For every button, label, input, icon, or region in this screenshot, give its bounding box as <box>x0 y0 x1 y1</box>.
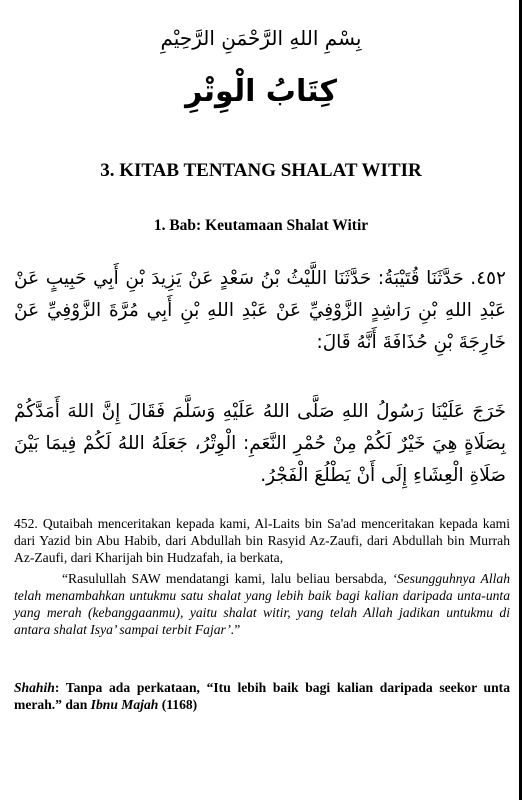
grade-ref: (1168) <box>158 697 198 712</box>
chapter-title: 3. KITAB TENTANG SHALAT WITIR <box>100 160 422 181</box>
arabic-matn: خَرَجَ عَلَيْنَا رَسُولُ اللهِ صَلَّى اللهُ عَلَيْهِ وَسَلَّمَ فَقَالَ إِنَّ اللهَ أَمَدَّكُمْ بِصَلَاةٍ هِيَ خَيْرٌ لَكُمْ مِنْ حُمْرِ النَّعَمِ: الْوِتْرُ، جَعَلَهُ اللهُ لَكُمْ فِيمَا بَيْنَ صَلَاةِ الْعِشَاءِ إِلَى أَنْ يَطْلُعَ الْفَجْرُ. <box>14 401 506 486</box>
quote-italic: ‘Sesungguhnya Allah telah menambahkan untukmu satu shalat yang lebih baik bagi kalian daripada unta-unta yang merah (kebanggaanmu), yaitu shalat witir, yang telah Allah jadikan untukmu di antara shalat Isya’ sampai terbit Fajar’. <box>14 571 510 637</box>
grade-label: Shahih <box>14 680 55 695</box>
arabic-isnad: ٤٥٢. حَدَّثَنَا قُتَيْبَةُ: حَدَّثَنَا اللَّيْثُ بْنُ سَعْدٍ عَنْ يَزِيدَ بْنِ أَبِي حَبِيبٍ عَنْ عَبْدِ اللهِ بْنِ رَاشِدٍ الزَّوْفِيِّ عَنْ عَبْدِ اللهِ بْنِ أَبِي مُرَّةَ الزَّوْفِيِّ عَنْ خَارِجَةَ بْنِ حُذَافَةَ أَنَّهُ قَالَ: <box>14 268 506 353</box>
bismillah-heading: بِسْمِ اللهِ الرَّحْمَنِ الرَّحِيْمِ <box>160 26 362 50</box>
quote-start: “Rasulullah SAW mendatangi kami, lalu beliau bersabda, <box>62 571 393 586</box>
hadith-grade <box>14 679 510 713</box>
translation-quote <box>14 570 510 638</box>
kitab-arabic-title: كِتَابُ الْوِتْرِ <box>185 74 337 109</box>
grade-text: : Tanpa ada perkataan, “Itu lebih baik bagi kalian daripada seekor unta merah.” dan <box>14 680 510 712</box>
section-title: 1. Bab: Keutamaan Shalat Witir <box>153 217 369 234</box>
quote-end: ” <box>234 622 241 637</box>
grade-source: Ibnu Majah <box>90 697 159 712</box>
translation-intro: 452. Qutaibah menceritakan kepada kami, Al-Laits bin Sa'ad menceritakan kepada kami dari Yazid bin Abu Habib, dari Abdullah bin Rasyid Az-Zaufi, dari Abdullah bin Murrah Az-Zaufi, dari Kharijah bin Hudzafah, ia berkata, <box>14 516 510 565</box>
